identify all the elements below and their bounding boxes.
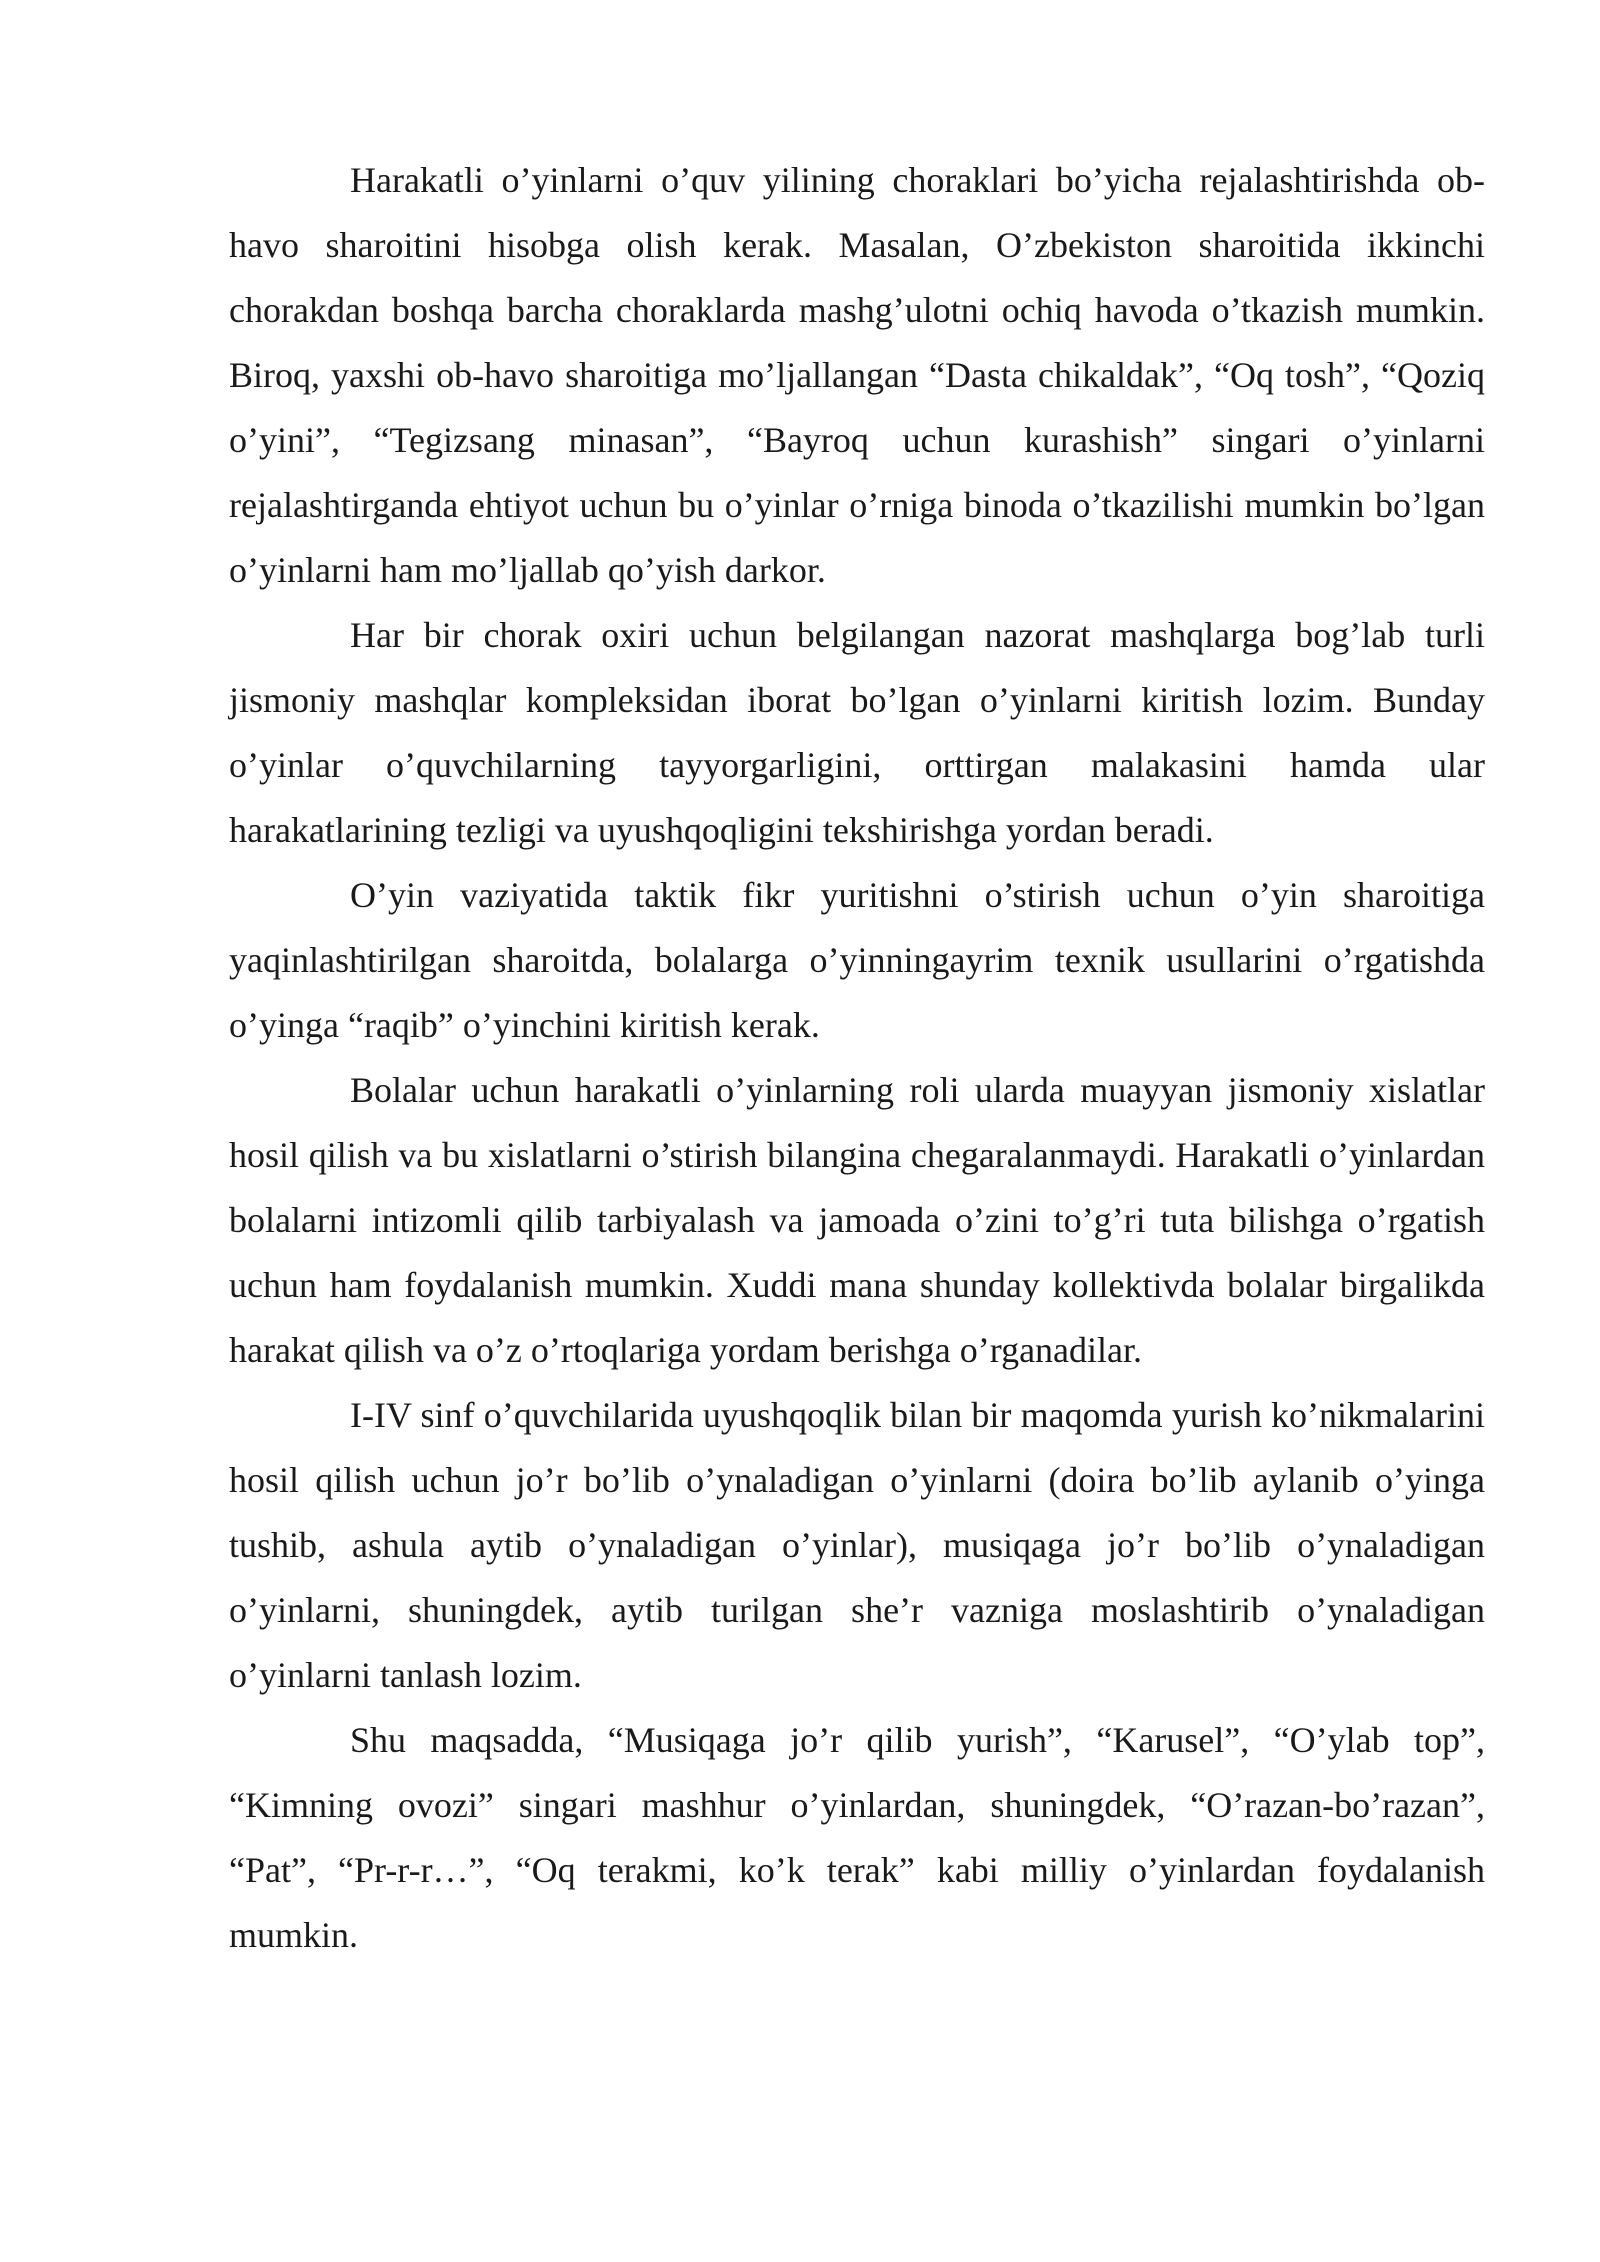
paragraph: Shu maqsadda, “Musiqaga jo’r qilib yurish”, “Karusel”, “O’ylab top”, “Kimning ovozi” singari mashhur o’yinlardan, shuningdek, “O’razan-bo’razan”, “Pat”, “Pr-r-r…”, “Oq terakmi, ko’k terak” kabi milliy o’yinlardan foydalanish mumkin. xyxy=(229,1720,1485,1955)
paragraph: Harakatli o’yinlarni o’quv yilining choraklari bo’yicha rejalashtirishda ob-havo sharoitini hisobga olish kerak. Masalan, O’zbekiston sharoitida ikkinchi chorakdan boshqa barcha choraklarda mashg’ulotni ochiq havoda o’tkazish mumkin. Biroq, yaxshi ob-havo sharoitiga mo’ljallangan “Dasta chikaldak”, “Oq tosh”, “Qoziq o’yini”, “Tegizsang minasan”, “Bayroq uchun kurashish” singari o’yinlarni rejalashtirganda ehtiyot uchun bu o’yinlar o’rniga binoda o’tkazilishi mumkin bo’lgan o’yinlarni ham mo’ljallab qo’yish darkor. xyxy=(229,160,1485,590)
document-page xyxy=(229,148,1485,1968)
paragraph: I-IV sinf o’quvchilarida uyushqoqlik bilan bir maqomda yurish ko’nikmalarini hosil qilish uchun jo’r bo’lib o’ynaladigan o’yinlarni (doira bo’lib aylanib o’yinga tushib, ashula aytib o’ynaladigan o’yinlar), musiqaga jo’r bo’lib o’ynaladigan o’yinlarni, shuningdek, aytib turilgan she’r vazniga moslashtirib o’ynaladigan o’yinlarni tanlash lozim. xyxy=(229,1395,1485,1695)
paragraph: Bolalar uchun harakatli o’yinlarning roli ularda muayyan jismoniy xislatlar hosil qilish va bu xislatlarni o’stirish bilangina chegaralanmaydi. Harakatli o’yinlardan bolalarni intizomli qilib tarbiyalash va jamoada o’zini to’g’ri tuta bilishga o’rgatish uchun ham foydalanish mumkin. Xuddi mana shunday kollektivda bolalar birgalikda harakat qilish va o’z o’rtoqlariga yordam berishga o’rganadilar. xyxy=(229,1070,1485,1370)
paragraph: Har bir chorak oxiri uchun belgilangan nazorat mashqlarga bog’lab turli jismoniy mashqlar kompleksidan iborat bo’lgan o’yinlarni kiritish lozim. Bunday o’yinlar o’quvchilarning tayyorgarligini, orttirgan malakasini hamda ular harakatlarining tezligi va uyushqoqligini tekshirishga yordan beradi. xyxy=(229,615,1485,850)
paragraph: O’yin vaziyatida taktik fikr yuritishni o’stirish uchun o’yin sharoitiga yaqinlashtirilgan sharoitda, bolalarga o’yinningayrim texnik usullarini o’rgatishda o’yinga “raqib” o’yinchini kiritish kerak. xyxy=(229,875,1485,1045)
